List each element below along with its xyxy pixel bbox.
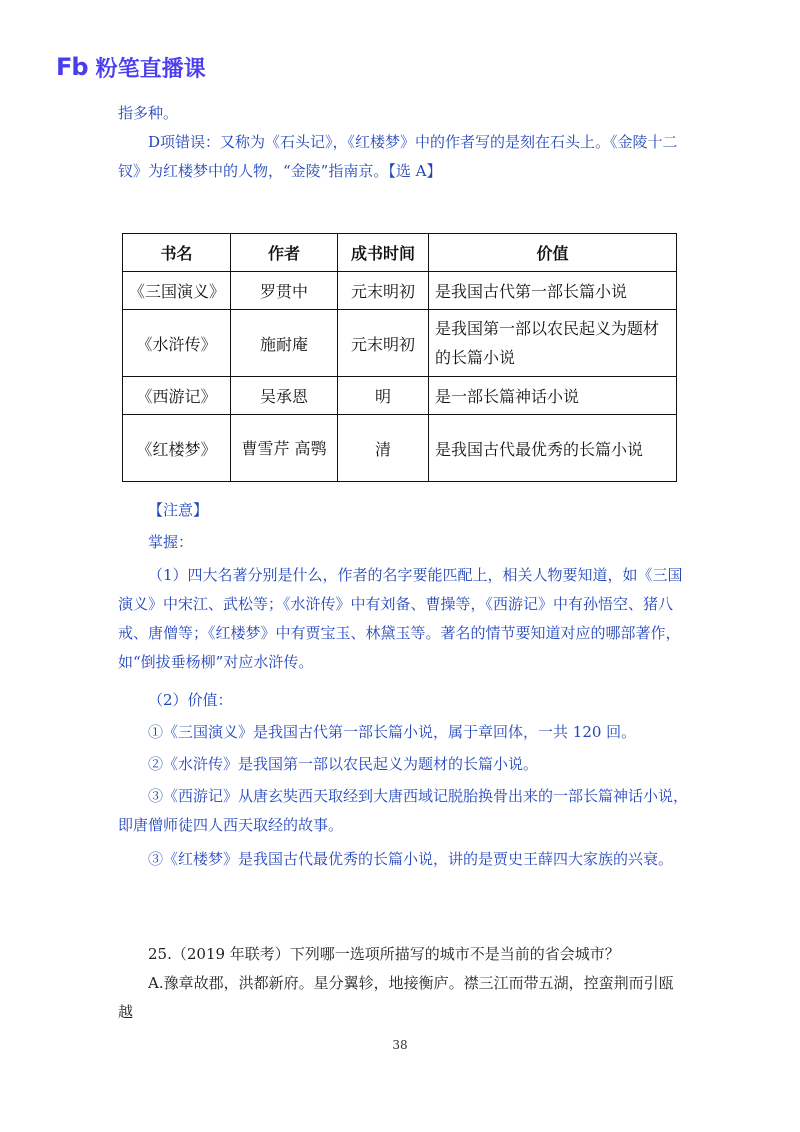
intro-line: 指多种。 bbox=[118, 104, 179, 122]
table-row bbox=[123, 415, 677, 482]
notes-point-1: （1）四大名著分别是什么，作者的名字要能匹配上，相关人物要知道，如《三国演义》中宋江、武松等；《水浒传》中有刘备、曹操等，《西游记》中有孙悟空、猪八戒、唐僧等；《红楼梦》中有贾宝玉、林黛玉等。著名的情节要知道对应的哪部著作，如“倒拔垂杨柳”对应水浒传。 bbox=[118, 566, 683, 671]
table-row bbox=[123, 272, 677, 310]
cell-title: 《西游记》 bbox=[123, 377, 231, 415]
value-sanguo: ①《三国演义》是我国古代第一部长篇小说，属于章回体，一共 120 回。 bbox=[148, 723, 637, 741]
col-header-title: 书名 bbox=[123, 234, 231, 272]
cell-author: 施耐庵 bbox=[231, 310, 338, 377]
cell-time: 清 bbox=[338, 415, 429, 482]
cell-author: 罗贯中 bbox=[231, 272, 338, 310]
cell-title: 《红楼梦》 bbox=[123, 415, 231, 482]
notes-master: 掌握： bbox=[148, 533, 194, 551]
logo-mark: Fb bbox=[56, 53, 88, 81]
question-stem: 25.（2019 年联考）下列哪一选项所描写的城市不是当前的省会城市？ bbox=[148, 945, 620, 963]
cell-author: 吴承恩 bbox=[231, 377, 338, 415]
table-header-row bbox=[123, 234, 677, 272]
cell-title: 《水浒传》 bbox=[123, 310, 231, 377]
value-honglou: ③《红楼梦》是我国古代最优秀的长篇小说，讲的是贾史王薛四大家族的兴衰。 bbox=[148, 850, 674, 868]
notes-heading: 【注意】 bbox=[148, 501, 209, 519]
value-xiyou: ③《西游记》从唐玄奘西天取经到大唐西域记脱胎换骨出来的一部长篇神话小说，即唐僧师徒四人西天取经的故事。 bbox=[118, 787, 689, 834]
table-row bbox=[123, 377, 677, 415]
cell-value: 是我国第一部以农民起义为题材的长篇小说 bbox=[429, 310, 677, 377]
cell-value: 是一部长篇神话小说 bbox=[429, 377, 677, 415]
col-header-time: 成书时间 bbox=[338, 234, 429, 272]
cell-time: 元末明初 bbox=[338, 310, 429, 377]
logo-text: 粉笔直播课 bbox=[95, 56, 206, 82]
cell-time: 元末明初 bbox=[338, 272, 429, 310]
value-shuihu: ②《水浒传》是我国第一部以农民起义为题材的长篇小说。 bbox=[148, 755, 539, 773]
cell-value: 是我国古代最优秀的长篇小说 bbox=[429, 415, 677, 482]
question-option-a: A.豫章故郡，洪都新府。星分翼轸，地接衡庐。襟三江而带五湖，控蛮荆而引瓯越 bbox=[118, 974, 674, 1021]
cell-author: 曹雪芹 高鹗 bbox=[231, 415, 338, 482]
brand-logo bbox=[56, 52, 206, 82]
option-d-explanation: D项错误：又称为《石头记》，《红楼梦》中的作者写的是刻在石头上。《金陵十二钗》为红楼梦中的人物，“金陵”指南京。【选 A】 bbox=[118, 133, 678, 180]
notes-point-2: （2）价值： bbox=[148, 691, 233, 709]
cell-title: 《三国演义》 bbox=[123, 272, 231, 310]
table-row bbox=[123, 310, 677, 377]
page-number: 38 bbox=[392, 1038, 408, 1052]
cell-time: 明 bbox=[338, 377, 429, 415]
col-header-value: 价值 bbox=[429, 234, 677, 272]
col-header-author: 作者 bbox=[231, 234, 338, 272]
novels-table bbox=[122, 233, 677, 482]
cell-value: 是我国古代第一部长篇小说 bbox=[429, 272, 677, 310]
